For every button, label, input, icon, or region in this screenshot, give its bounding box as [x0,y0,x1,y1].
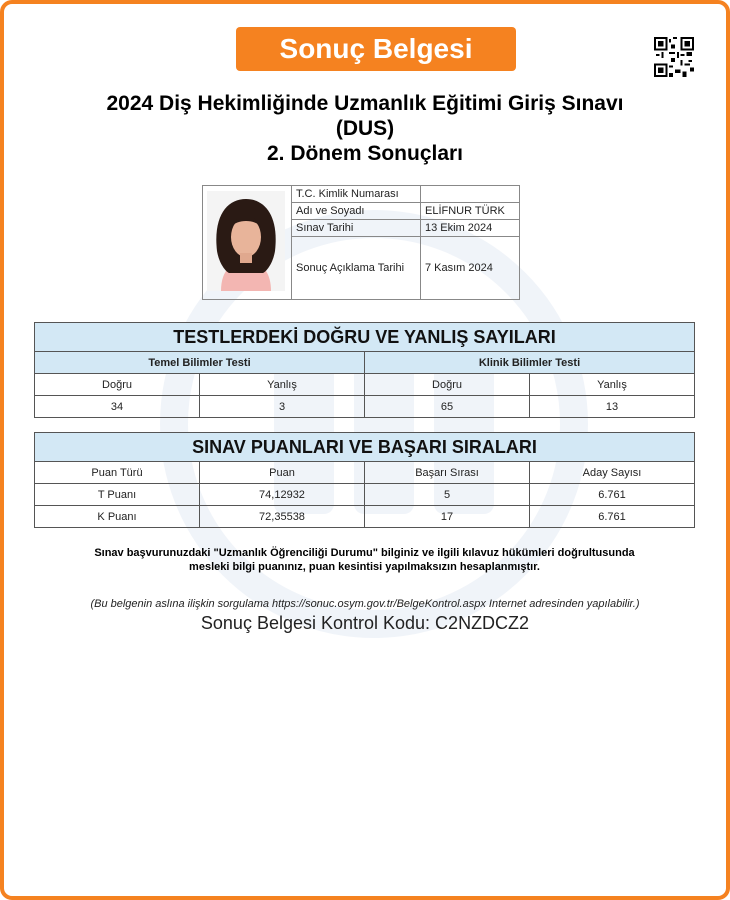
tests-table [34,322,695,418]
result-date-label: Sonuç Açıklama Tarihi [292,237,421,300]
score-header: Puan [200,462,365,484]
exam-title [4,91,726,166]
exam-title-line1: 2024 Diş Hekimliğinde Uzmanlık Eğitimi Giriş Sınavı [106,92,624,115]
scores-heading: SINAV PUANLARI VE BAŞARI SIRALARI [35,433,695,462]
candidate-count-header: Aday Sayısı [530,462,695,484]
info-note [34,546,695,574]
control-code: Sonuç Belgesi Kontrol Kodu: C2NZDCZ2 [200,613,530,633]
document-badge: Sonuç Belgesi [236,27,516,71]
score-type-cell: T Puanı [35,484,200,506]
temel-test-label: Temel Bilimler Testi [35,352,365,374]
score-cell: 74,12932 [200,484,365,506]
exam-date-value: 13 Ekim 2024 [421,220,520,237]
result-date-value: 7 Kasım 2024 [421,237,520,300]
rank-cell: 17 [365,506,530,528]
tests-heading: TESTLERDEKİ DOĞRU VE YANLIŞ SAYILARI [35,323,695,352]
score-type-cell: K Puanı [35,506,200,528]
exam-title-line2: (DUS) [335,117,395,140]
temel-wrong-value: 3 [200,396,365,418]
identity-table [202,185,520,300]
rank-cell: 5 [365,484,530,506]
tc-label: T.C. Kimlik Numarası [292,186,421,203]
tc-value [421,186,520,203]
klinik-correct-header: Doğru [365,374,530,396]
score-type-header: Puan Türü [35,462,200,484]
klinik-wrong-value: 13 [530,396,695,418]
temel-correct-header: Doğru [35,374,200,396]
temel-correct-value: 34 [35,396,200,418]
klinik-correct-value: 65 [365,396,530,418]
scores-table [34,432,695,528]
table-row [35,484,695,506]
klinik-test-label: Klinik Bilimler Testi [365,352,695,374]
exam-date-label: Sınav Tarihi [292,220,421,237]
photo-cell [203,186,292,300]
klinik-wrong-header: Yanlış [530,374,695,396]
exam-title-line3: 2. Dönem Sonuçları [266,142,464,165]
info-note-line2: mesleki bilgi puanınız, puan kesintisi yapılmaksızın hesaplanmıştır. [189,561,540,573]
name-label: Adı ve Soyadı [292,203,421,220]
table-row [35,506,695,528]
rank-header: Başarı Sırası [365,462,530,484]
temel-wrong-header: Yanlış [200,374,365,396]
candidate-photo [207,191,285,291]
verification-note: (Bu belgenin aslına ilişkin sorgulama https://sonuc.osym.gov.tr/BelgeKontrol.aspx Internet adresinden yapılabilir.) [90,598,640,610]
score-cell: 72,35538 [200,506,365,528]
candidate-count-cell: 6.761 [530,506,695,528]
info-note-line1: Sınav başvurunuzdaki "Uzmanlık Öğrenciliği Durumu" bilginiz ve ilgili kılavuz hükümleri doğrultusunda [94,547,635,559]
qr-code-icon [654,36,694,78]
candidate-count-cell: 6.761 [530,484,695,506]
name-value: ELİFNUR TÜRK [421,203,520,220]
